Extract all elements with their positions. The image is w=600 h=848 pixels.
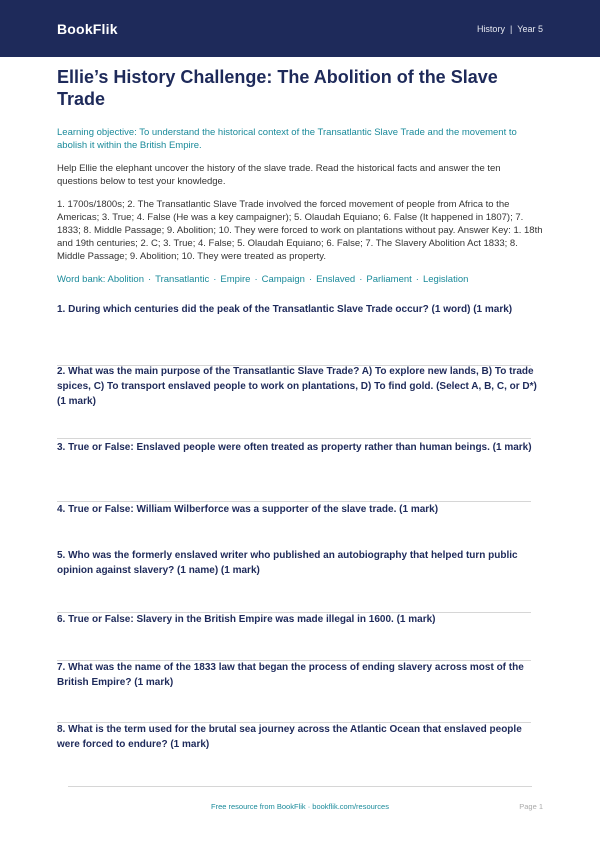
word-separator: · bbox=[415, 274, 419, 285]
page-number: Page 1 bbox=[519, 802, 543, 811]
page-title: Ellie’s History Challenge: The Abolition of the Slave Trade bbox=[57, 67, 498, 109]
subject-label: History bbox=[476, 23, 505, 34]
word-bank-word: Campaign bbox=[261, 274, 305, 285]
footer-link[interactable]: Free resource from BookFlik · bookflik.com/resources bbox=[211, 802, 389, 811]
answer-line[interactable] bbox=[57, 612, 531, 613]
word-separator: · bbox=[359, 274, 363, 285]
question-text: 3. True or False: Enslaved people were often treated as property rather than human beings. (1 mark) bbox=[57, 442, 532, 453]
word-bank-word: Enslaved bbox=[316, 274, 356, 285]
question-7 bbox=[57, 660, 543, 690]
question-8 bbox=[57, 722, 543, 752]
question-2 bbox=[57, 364, 543, 409]
brand-logo[interactable]: BookFlik bbox=[57, 20, 118, 37]
question-text: 7. What was the name of the 1833 law that began the process of ending slavery across most of the British Empire? (1 mark) bbox=[57, 662, 524, 688]
worksheet-content bbox=[57, 66, 543, 304]
question-text: 5. Who was the formerly enslaved writer who published an autobiography that helped turn public opinion against slavery? (1 name) (1 mark) bbox=[57, 550, 518, 576]
question-3 bbox=[57, 440, 543, 455]
word-bank-word: Transatlantic bbox=[155, 274, 210, 285]
question-5 bbox=[57, 548, 543, 578]
word-separator: · bbox=[147, 274, 152, 285]
question-text: 8. What is the term used for the brutal sea journey across the Atlantic Ocean that enslaved people were forced to endure? (1 mark) bbox=[57, 724, 522, 750]
answer-key-text: 1. 1700s/1800s; 2. The Transatlantic Slave Trade involved the forced movement of people from Africa to the Americas; 3. True; 4. False (He was a key campaigner); 5. Olaudah Equiano; 6. False (It happened in 1807); 7. 1833; 8. Middle Passage; 9. Abolition; 10. They were forced to work on plantations without pay. Answer Key: 1. 18th and 19th centuries; 2. C; 3. True; 4. False; 5. Olaudah Equiano; 6. False; 7. The Slavery Abolition Act 1833; 8. Middle Passage; 9. Abolition; 10. They were treated as property. bbox=[57, 199, 543, 262]
breadcrumb-separator: | bbox=[509, 23, 513, 34]
word-bank-word: Abolition bbox=[107, 274, 144, 285]
word-bank bbox=[57, 273, 543, 286]
question-4 bbox=[57, 502, 543, 517]
year-label: Year 5 bbox=[517, 23, 543, 34]
top-bar bbox=[0, 0, 600, 57]
question-6 bbox=[57, 612, 543, 627]
question-text: 6. True or False: Slavery in the British Empire was made illegal in 1600. (1 mark) bbox=[57, 614, 436, 625]
footer-divider bbox=[68, 786, 532, 787]
answer-line[interactable] bbox=[57, 438, 531, 439]
word-bank-word: Legislation bbox=[422, 274, 469, 285]
word-separator: · bbox=[308, 274, 313, 285]
word-bank-word: Empire bbox=[220, 274, 251, 285]
intro-text: Help Ellie the elephant uncover the history of the slave trade. Read the historical facts and answer the ten questions below to test your knowledge. bbox=[57, 163, 501, 187]
answer-line[interactable] bbox=[57, 365, 531, 366]
breadcrumb bbox=[477, 24, 543, 34]
question-text: 1. During which centuries did the peak of the Transatlantic Slave Trade occur? (1 word) (1 mark) bbox=[57, 304, 513, 315]
answer-line[interactable] bbox=[57, 660, 531, 661]
answer-line[interactable] bbox=[57, 722, 531, 723]
word-bank-word: Parliament bbox=[366, 274, 412, 285]
question-text: 2. What was the main purpose of the Transatlantic Slave Trade? A) To explore new lands, B) To trade spices, C) To transport enslaved people to work on plantations, D) To find gold. (Select A, B, C, or D*) (1 mark) bbox=[57, 366, 537, 407]
word-separator: · bbox=[254, 274, 258, 285]
word-bank-label: Word bank: bbox=[57, 274, 106, 285]
word-separator: · bbox=[213, 274, 217, 285]
learning-objective: Learning objective: To understand the historical context of the Transatlantic Slave Trade and the movement to abolish it within the British Empire. bbox=[57, 127, 517, 151]
question-1 bbox=[57, 302, 543, 317]
question-text: 4. True or False: William Wilberforce was a supporter of the slave trade. (1 mark) bbox=[57, 504, 439, 515]
answer-line[interactable] bbox=[57, 501, 531, 502]
